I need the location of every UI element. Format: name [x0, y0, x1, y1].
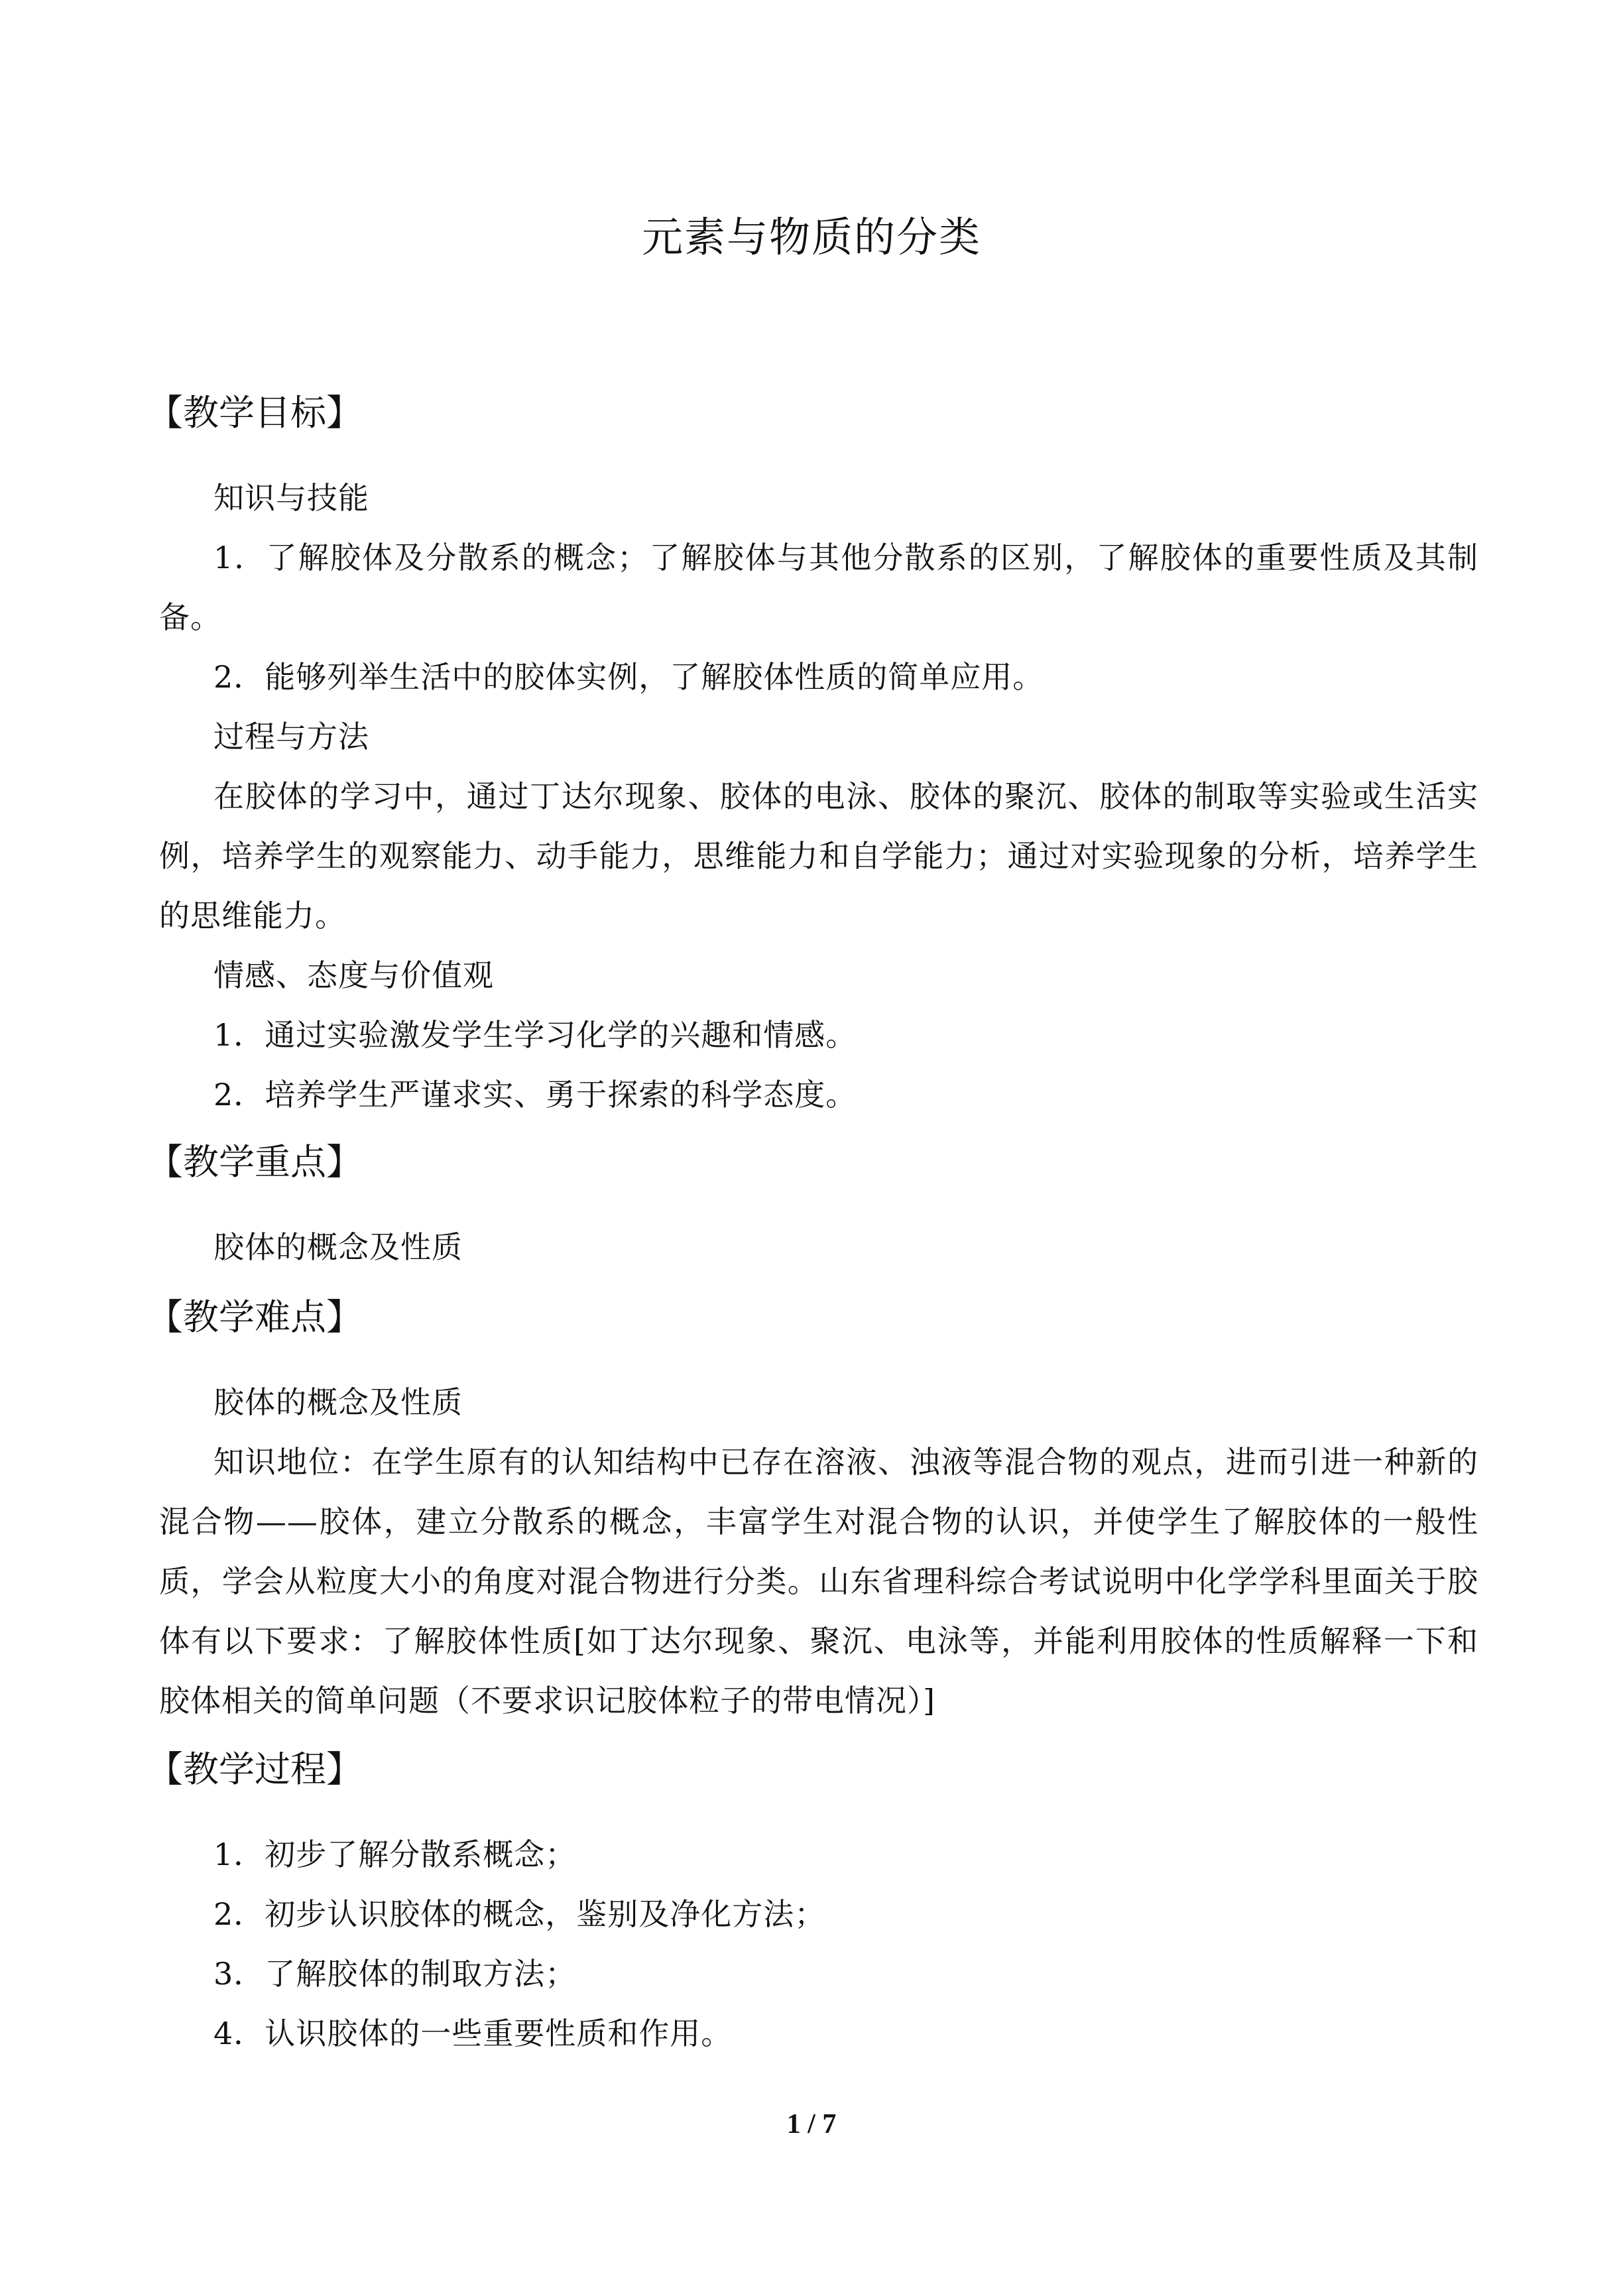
process-item-3: 3．了解胶体的制取方法；	[213, 1956, 577, 1992]
heading-key-points: 【教学重点】	[147, 1141, 362, 1183]
process-text: 在胶体的学习中，通过丁达尔现象、胶体的电泳、胶体的聚沉、胶体的制取等实验或生活实例，培养学生的观察能力、动手能力，思维能力和自学能力；通过对实验现象的分析，培养学生的思维能力。	[159, 778, 1478, 934]
knowledge-item-2: 2．能够列举生活中的胶体实例，了解胶体性质的简单应用。	[213, 659, 1044, 695]
process-item-2: 2．初步认识胶体的概念，鉴别及净化方法；	[213, 1896, 826, 1932]
page-number: 1 / 7	[786, 2109, 837, 2140]
difficulties-text: 胶体的概念及性质	[213, 1384, 463, 1420]
process-heading: 过程与方法	[213, 719, 369, 755]
knowledge-heading: 知识与技能	[213, 480, 369, 516]
knowledge-status-text: 知识地位：在学生原有的认知结构中已存在溶液、浊液等混合物的观点，进而引进一种新的混合物——胶体，建立分散系的概念，丰富学生对混合物的认识，并使学生了解胶体的一般性质，学会从粒度大小的角度对混合物进行分类。山东省理科综合考试说明中化学学科里面关于胶体有以下要求：了解胶体性质[如丁达尔现象、聚沉、电泳等，并能利用胶体的性质解释一下和胶体相关的简单问题（不要求识记胶体粒子的带电情况）]	[159, 1444, 1478, 1719]
heading-difficulties: 【教学难点】	[147, 1296, 362, 1338]
emotion-item-1: 1．通过实验激发学生学习化学的兴趣和情感。	[213, 1017, 857, 1053]
heading-objectives: 【教学目标】	[147, 392, 362, 434]
key-points-block	[159, 1217, 1478, 1277]
difficulties-block	[159, 1372, 1478, 1730]
key-points-text: 胶体的概念及性质	[213, 1229, 463, 1265]
process-item-4: 4．认识胶体的一些重要性质和作用。	[213, 2016, 733, 2051]
objectives-block	[159, 468, 1478, 1124]
process-list	[159, 1825, 1478, 2063]
document-title: 元素与物质的分类	[641, 213, 981, 261]
emotion-heading: 情感、态度与价值观	[213, 957, 494, 993]
emotion-item-2: 2．培养学生严谨求实、勇于探索的科学态度。	[213, 1077, 857, 1113]
heading-process: 【教学过程】	[147, 1748, 362, 1790]
process-item-1: 1．初步了解分散系概念；	[213, 1837, 577, 1872]
knowledge-item-1: 1．了解胶体及分散系的概念；了解胶体与其他分散系的区别，了解胶体的重要性质及其制备。	[159, 540, 1478, 635]
